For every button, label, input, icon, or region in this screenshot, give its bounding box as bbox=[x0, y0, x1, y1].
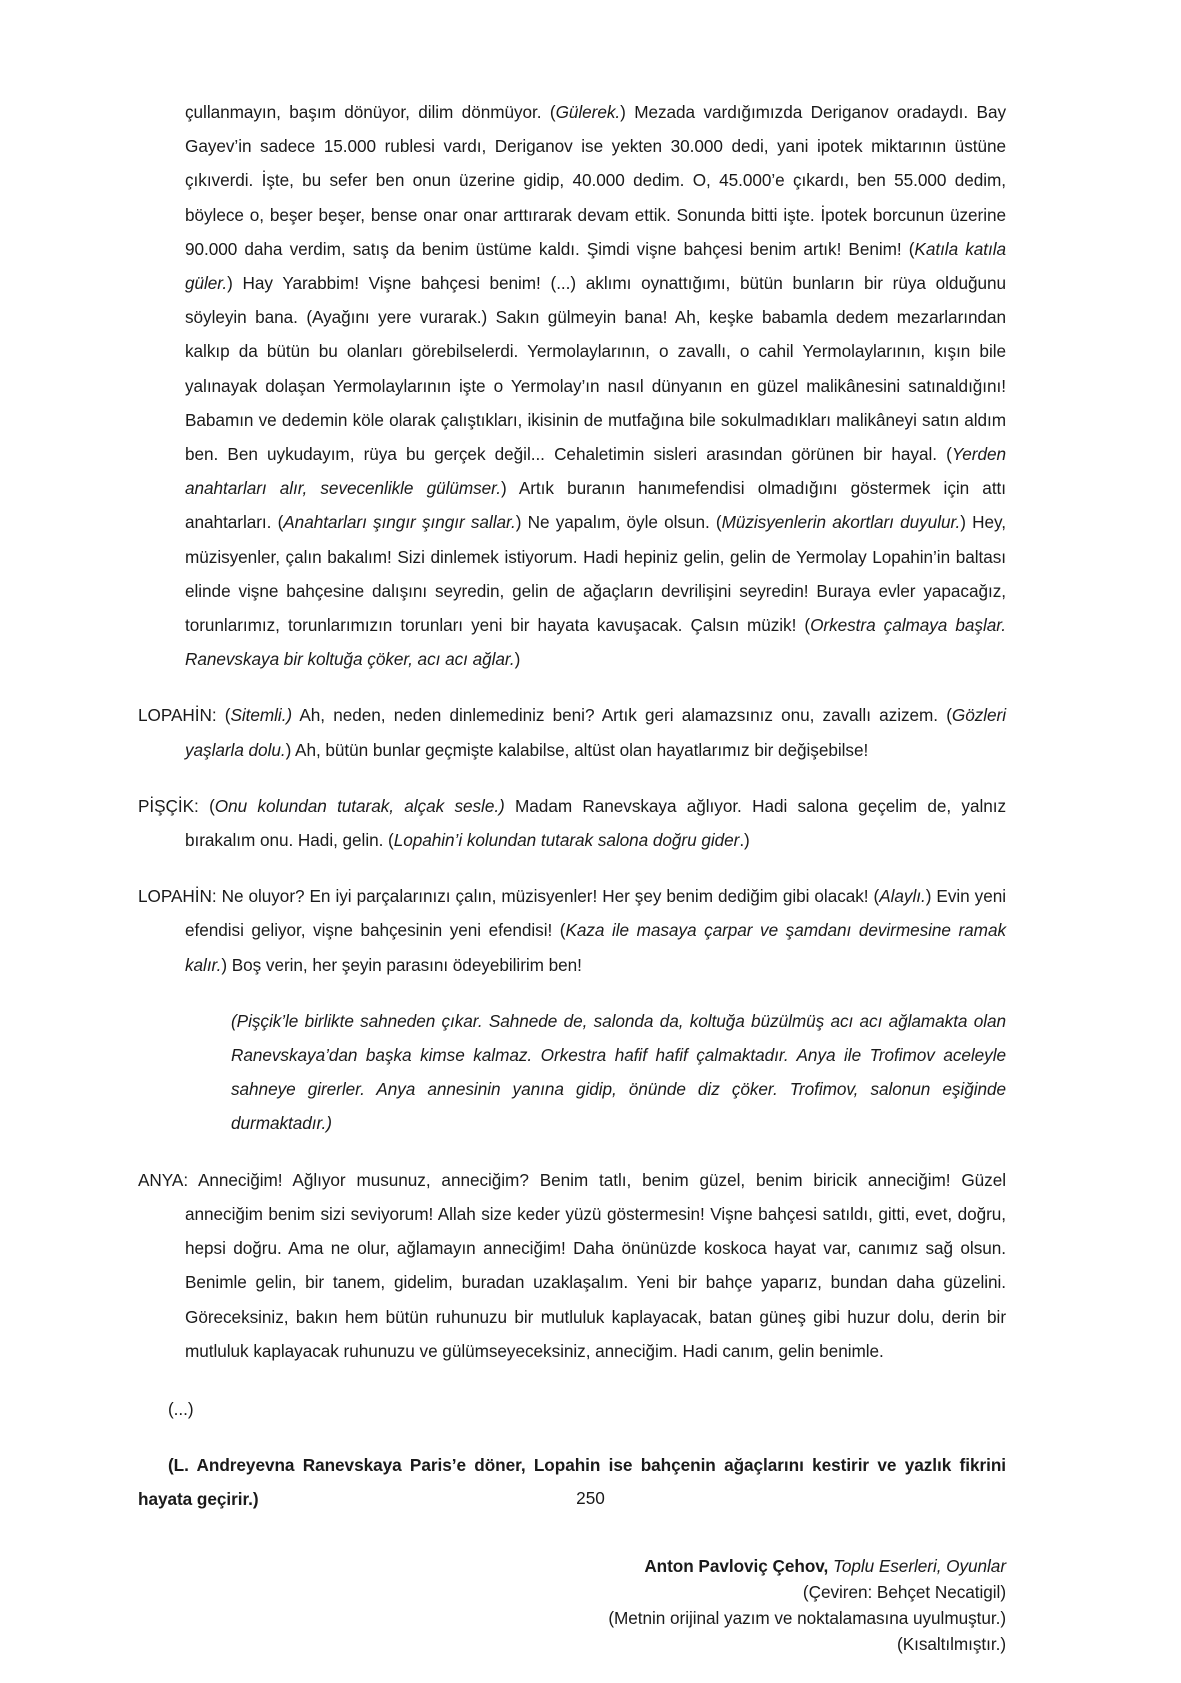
work-title: Toplu Eserleri, Oyunlar bbox=[828, 1555, 1006, 1576]
stage-direction-run: Orkestra çalmaya başlar. Ranevskaya bir koltuğa çöker, acı acı ağlar. bbox=[185, 615, 1006, 670]
speech-piscik bbox=[138, 789, 1006, 857]
credit-author-line bbox=[138, 1553, 1006, 1579]
stage-direction-run: Lopahin’i kolundan tutarak salona doğru gider bbox=[393, 830, 740, 851]
page-number: 250 bbox=[576, 1488, 605, 1508]
dialogue-run: ) Hay Yarabbim! Vişne bahçesi benim! (...) aklımı oynattığımı, bütün bunların bir rüya olduğunu söyleyin bana. (Ayağını yere vurarak.) Sakın gülmeyin bana! Ah, keşke babamla dedem mezarlarından kalkıp da bütün bu olanları görebilselerdi. Yermolaylarının, o zavallı, o cahil Yermolaylarının, kışın bile yalınayak dolaşan Yermolaylarının işte o Yermolay’ın nasıl dünyanın en güzel malikânesini satınaldığını! Babamın ve dedemin köle olarak çalıştıkları, ikisinin de mutfağına bile sokulmadıkları malikâneyi satın aldım ben. Ben uykudayım, rüya bu gerçek değil... Cehaletimin sisleri arasından görünen bir hayal. ( bbox=[185, 273, 1006, 465]
speaker-label: ANYA: bbox=[138, 1169, 189, 1190]
dialogue-run: Madam Ranevskaya ağlıyor. Hadi salona geçelim de, yalnız bırakalım onu. Hadi, gelin. ( bbox=[185, 795, 1006, 851]
stage-direction-run: Sitemli.) bbox=[230, 705, 293, 726]
speech-text bbox=[185, 796, 1006, 850]
dialogue-run: ) Ah, bütün bunlar geçmişte kalabilse, altüst olan hayatlarımız bir değişebilse! bbox=[285, 739, 869, 760]
stage-direction-run: Onu kolundan tutarak, alçak sesle.) bbox=[214, 795, 505, 816]
stage-direction-run: Alaylı. bbox=[879, 886, 926, 907]
stage-direction-run: Kaza ile masaya çarpar ve şamdanı devirmesine ramak kalır. bbox=[185, 920, 1007, 975]
dialogue-run: ) Evin yeni efendisi geliyor, vişne bahçesinin yeni efendisi! ( bbox=[185, 886, 1006, 941]
page-body bbox=[138, 95, 1006, 1657]
author-name: Anton Pavloviç Çehov, bbox=[644, 1555, 829, 1576]
speech-anya bbox=[138, 1163, 1006, 1368]
continued-paragraph bbox=[138, 95, 1006, 676]
dialogue-run: .) bbox=[739, 830, 750, 851]
dialogue-run: Ne oluyor? En iyi parçalarınızı çalın, müzisyenler! Her şey benim dediğim gibi olacak! ( bbox=[216, 886, 880, 907]
dialogue-run: ) Boş verin, her şeyin parasını ödeyebilirim ben! bbox=[221, 954, 582, 975]
speech-text: Anneciğim! Ağlıyor musunuz, anneciğim? Benim tatlı, benim güzel, benim biricik anneciğim! Güzel anneciğim benim sizi seviyorum! Allah size keder yüzü göstermesin! Vişne bahçesi satıldı, gitti, evet, doğru, hepsi doğru. Ama ne olur, ağlamayın anneciğim! Daha önünüzde koskoca hayat var, canımız sağ olsun. Benimle gelin, bir tanem, gidelim, buradan uzaklaşalım. Yeni bir bahçe yaparız, bundan daha güzelini. Göreceksiniz, bakın hem bütün ruhunuzu bir mutluluk kaplayacak, batan güneş gibi huzur dolu, derin bir mutluluk kaplayacak ruhunuzu ve gülümseyeceksiniz, anneciğim. Hadi canım, gelin benimle. bbox=[185, 1169, 1006, 1361]
source-credits bbox=[138, 1553, 1006, 1657]
speaker-label: LOPAHİN: bbox=[138, 886, 217, 907]
dialogue-run: ) Artık buranın hanımefendisi olmadığını göstermek için attı anahtarları. ( bbox=[185, 478, 1006, 533]
stage-direction-run: Yerden anahtarları alır, sevecenlikle gülümser. bbox=[185, 444, 1006, 499]
credit-abridged-note: (Kısaltılmıştır.) bbox=[897, 1633, 1006, 1654]
stage-direction-run: Gülerek. bbox=[555, 102, 621, 122]
stage-direction-run: Gözleri yaşlarla dolu. bbox=[185, 705, 1006, 760]
credit-orthography-note: (Metnin orijinal yazım ve noktalamasına uyulmuştur.) bbox=[608, 1607, 1006, 1628]
speaker-label: LOPAHİN: bbox=[138, 705, 217, 726]
speech-lopahin-1 bbox=[138, 698, 1006, 766]
dialogue-run: Ah, neden, neden dinlemediniz beni? Artık geri alamazsınız onu, zavallı azizem. ( bbox=[292, 705, 952, 726]
dialogue-run: ( bbox=[198, 795, 215, 816]
dialogue-run: ) bbox=[514, 649, 521, 670]
dialogue-run: ) Mezada vardığımızda Deriganov oradaydı. Bay Gayev’in sadece 15.000 rublesi vardı, Deriganov ise yekten 30.000 dedi, yani ipotek miktarının üstüne çıkıverdi. İşte, bu sefer ben onun üzerine gidip, 40.000 dedim. O, 45.000’e çıkardı, ben 55.000 dedim, böylece o, beşer beşer, bense onar onar arttırarak devam ettik. Sonunda bitti işte. İpotek borcunun üzerine 90.000 daha verdim, satış da benim üstüme kaldı. Şimdi vişne bahçesi benim artık! Benim! ( bbox=[185, 102, 1007, 259]
stage-direction-block: (Pişçik’le birlikte sahneden çıkar. Sahnede de, salonda da, koltuğa büzülmüş acı acı ağlamakta olan Ranevskaya’dan başka kimse kalmaz. Orkestra hafif hafif çalmaktadır. Anya ile Trofimov aceleyle sahneye girerler. Anya annesinin yanına gidip, önünde diz çöker. Trofimov, salonun eşiğinde durmaktadır.) bbox=[231, 1010, 1006, 1134]
dialogue-run: ) Ne yapalım, öyle olsun. ( bbox=[515, 512, 722, 533]
dialogue-run: ) Hey, müzisyenler, çalın bakalım! Sizi dinlemek istiyorum. Hadi hepiniz gelin, gelin de Yermolay Lopahin’in baltası elinde vişne bahçesine dalışını seyredin, gelin de ağaçların devrilişini seyredin! Buraya evler yapacağız, torunlarımız, torunlarımızın torunları yeni bir hayata kavuşacak. Çalsın müzik! ( bbox=[185, 512, 1007, 636]
stage-direction-run: Katıla katıla güler. bbox=[185, 238, 1006, 294]
dialogue-run: çullanmayın, başım dönüyor, dilim dönmüyor. ( bbox=[185, 102, 556, 122]
stage-direction-run: Anahtarları şıngır şıngır sallar. bbox=[283, 512, 516, 533]
speech-lopahin-2 bbox=[138, 879, 1006, 982]
dialogue-run: ( bbox=[216, 705, 231, 726]
stage-direction-run: Müzisyenlerin akortları duyulur. bbox=[721, 512, 961, 533]
summary-note: (L. Andreyevna Ranevskaya Paris’e döner, Lopahin ise bahçenin ağaçlarını kestirir ve yazlık fikrini hayata geçirir.) bbox=[138, 1455, 1006, 1510]
speech-text bbox=[185, 705, 1006, 759]
speaker-label: PİŞÇİK: bbox=[138, 795, 199, 816]
credit-translator: (Çeviren: Behçet Necatigil) bbox=[802, 1581, 1006, 1602]
speech-text bbox=[185, 886, 1006, 974]
ellipsis-marker: (...) bbox=[168, 1398, 194, 1419]
